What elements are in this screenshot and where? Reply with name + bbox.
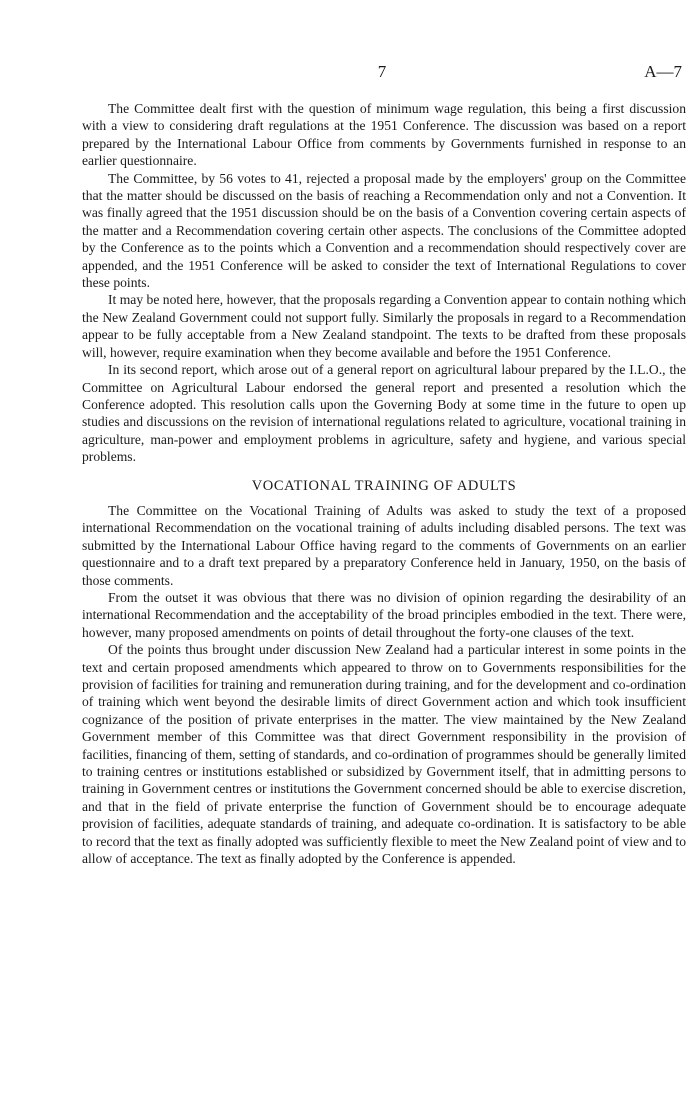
paragraph: The Committee on the Vocational Training of Adults was asked to study the text of a proposed international Recommendation on the vocational training of adults including disabled persons. The text was submitted by the International Labour Office having regard to the comments of Governments on an earlier questionnaire and to a draft text prepared by a preparatory Conference held in January, 1950, on the basis of those comments. (82, 502, 686, 588)
page-reference: A—7 (644, 62, 682, 81)
paragraph: From the outset it was obvious that there was no division of opinion regarding the desirability of an international Recommendation and the acceptability of the broad principles embodied in the text. There were, however, many proposed amendments on points of detail throughout the forty-one clauses of the text. (82, 589, 686, 640)
paragraph: The Committee dealt first with the question of minimum wage regulation, this being a first discussion with a view to considering draft regulations at the 1951 Conference. The discussion was based on a report prepared by the International Labour Office from comments by Governments furnished in response to an earlier questionnaire. (82, 101, 686, 169)
page-header (82, 62, 682, 82)
paragraph: Of the points thus brought under discussion New Zealand had a particular interest in some points in the text and certain proposed amendments which appeared to throw on to Governments responsibilities for the provision of facilities for training and remuneration during training, and for the development and co-ordination of training which went beyond the desirable limits of direct Government action and which took insufficient cognizance of the position of private enterprises in the matter. The view maintained by the New Zealand Government member of this Committee was that direct Government responsibility in the provision of facilities, financing of them, setting of standards, and co-ordination of programmes should be generally limited to training centres or institutions established or subsidized by Government itself, that in admitting persons to training in Government centres or institutions the Government concerned should be able to exercise discretion, and that in the field of private enterprise the function of Government should be to encourage adequate provision of facilities, adequate standards of training, and adequate co-ordination. It is satisfactory to be able to record that the text as finally adopted was sufficiently flexible to meet the New Zealand point of view and to allow of acceptance. The text as finally adopted by the Conference is appended. (82, 642, 686, 867)
paragraph: In its second report, which arose out of a general report on agricultural labour prepared by the I.L.O., the Committee on Agricultural Labour endorsed the general report and presented a resolution which the Conference adopted. This resolution calls upon the Governing Body at some time in the future to open up studies and discussions on the revision of international regulations related to agriculture, vocational training in agriculture, man-power and employment problems in agriculture, safety and hygiene, and various special problems. (82, 362, 686, 465)
paragraph: It may be noted here, however, that the proposals regarding a Convention appear to contain nothing which the New Zealand Government could not support fully. Similarly the proposals in regard to a Recommendation appear to be fully acceptable from a New Zealand standpoint. The texts to be drafted from these proposals will, however, require examination when they become available and before the 1951 Conference. (82, 292, 686, 360)
body-text (82, 100, 686, 867)
paragraph: The Committee, by 56 votes to 41, rejected a proposal made by the employers' group on the Committee that the matter should be discussed on the basis of reaching a Recommendation only and not a Convention. It was finally agreed that the 1951 discussion should be on the basis of a Convention covering certain aspects of the matter and a Recommendation covering certain other aspects. The conclusions of the Committee adopted by the Conference as to the points which a Convention and a recommendation should respectively cover are appended, and the 1951 Conference will be asked to consider the text of International Regulations to cover these points. (82, 170, 686, 291)
page-number: 7 (377, 62, 387, 81)
section-heading: VOCATIONAL TRAINING OF ADULTS (251, 477, 517, 494)
